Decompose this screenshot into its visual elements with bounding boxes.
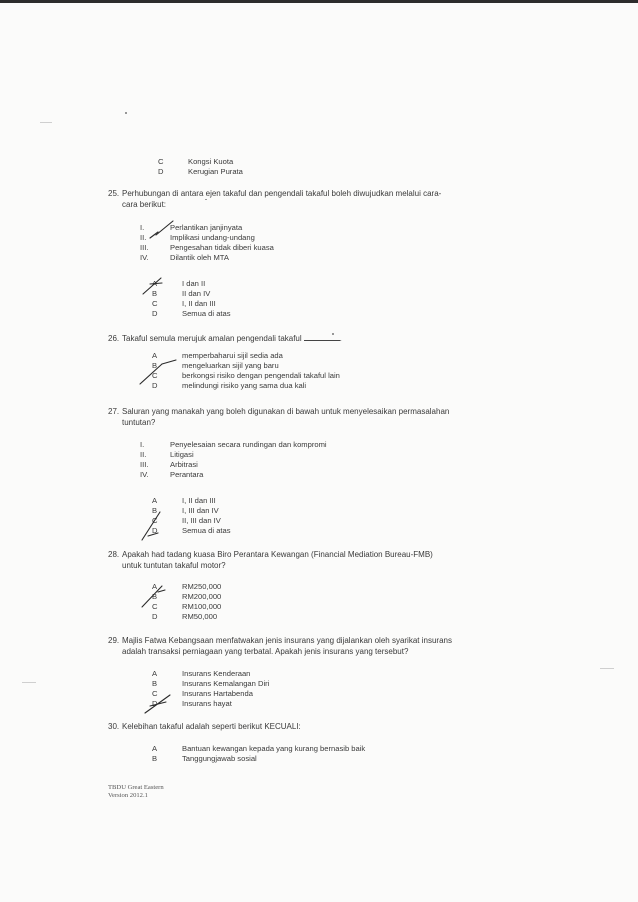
- pen-tick-mark: [148, 533, 158, 536]
- option-text: Insurans Kemalangan Diri: [182, 679, 270, 688]
- option-letter: D: [152, 526, 158, 535]
- option-text: RM200,000: [182, 592, 222, 601]
- pen-tick-mark: [162, 360, 176, 364]
- option-text: melindungi risiko yang sama dua kali: [182, 381, 307, 390]
- statement-text: Litigasi: [170, 450, 194, 459]
- roman-numeral: IV.: [140, 470, 149, 479]
- option-letter: D: [152, 699, 158, 708]
- option-text: Semua di atas: [182, 309, 231, 318]
- pen-tick-mark: [142, 512, 160, 540]
- pen-tick-mark: [140, 364, 162, 384]
- option-letter: A: [152, 582, 158, 591]
- option-text: I, II dan III: [182, 299, 216, 308]
- option-text: mengeluarkan sijil yang baru: [182, 361, 279, 370]
- pen-tick-mark: [142, 586, 162, 607]
- question-stem: cara berikut:: [122, 200, 167, 209]
- roman-numeral: II.: [140, 450, 147, 459]
- option-text: Kongsi Kuota: [188, 157, 234, 166]
- option-text: II dan IV: [182, 289, 211, 298]
- question-26: 26. Takaful semula merujuk amalan pengendali takaful .: [108, 334, 342, 343]
- roman-numeral: IV.: [140, 253, 149, 262]
- roman-numeral: I.: [140, 223, 145, 232]
- option-letter: C: [152, 516, 158, 525]
- pen-tick-mark: [158, 590, 165, 592]
- option-letter: C: [158, 157, 164, 166]
- roman-numeral: III.: [140, 243, 149, 252]
- pen-tick-mark: [150, 702, 166, 706]
- pen-tick-mark: [143, 278, 161, 294]
- option-text: I dan II: [182, 279, 206, 288]
- option-letter: A: [152, 669, 158, 678]
- statement-text: Perantara: [170, 470, 204, 479]
- statement-text: Pengesahan tidak diberi kuasa: [170, 243, 274, 252]
- option-letter: B: [152, 506, 158, 515]
- roman-numeral: I.: [140, 440, 145, 449]
- option-letter: A: [152, 279, 158, 288]
- question-stem: tuntutan?: [122, 418, 156, 427]
- option-text: berkongsi risiko dengan pengendali takaful lain: [182, 371, 340, 380]
- statement-text: Implikasi undang-undang: [170, 233, 255, 242]
- option-letter: B: [152, 361, 158, 370]
- question-stem: Saluran yang manakah yang boleh digunakan di bawah untuk menyelesaikan permasalahan: [122, 407, 450, 416]
- question-number: 26.: [108, 334, 120, 343]
- question-number: 30.: [108, 722, 120, 731]
- question-stem: Perhubungan di antara ejen takaful dan pengendali takaful boleh diwujudkan melalui cara-: [122, 189, 442, 198]
- question-stem: Takaful semula merujuk amalan pengendali takaful: [122, 334, 302, 343]
- question-stem: Apakah had tadang kuasa Biro Perantara Kewangan (Financial Mediation Bureau-FMB): [122, 550, 433, 559]
- question-number: 25.: [108, 189, 120, 198]
- option-letter: C: [152, 299, 158, 308]
- option-text: Insurans Kenderaan: [182, 669, 251, 678]
- option-text: Tanggungjawab sosial: [182, 754, 257, 763]
- option-letter: A: [152, 496, 158, 505]
- option-letter: B: [152, 754, 158, 763]
- statement-text: Perlantikan janjinyata: [170, 223, 243, 232]
- option-text: Semua di atas: [182, 526, 231, 535]
- option-letter: B: [152, 592, 158, 601]
- option-text: RM250,000: [182, 582, 222, 591]
- statement-text: Penyelesaian secara rundingan dan kompromi: [170, 440, 327, 449]
- option-text: memperbaharui sijil sedia ada: [182, 351, 283, 360]
- question-number: 28.: [108, 550, 120, 559]
- option-letter: B: [152, 289, 158, 298]
- question-number: 29.: [108, 636, 120, 645]
- footer-version: Version 2012.1: [108, 792, 148, 799]
- option-letter: C: [152, 602, 158, 611]
- option-text: Bantuan kewangan kepada yang kurang bernasib baik: [182, 744, 366, 753]
- option-text: Insurans Hartabenda: [182, 689, 253, 698]
- option-letter: C: [152, 371, 158, 380]
- option-letter: D: [152, 309, 158, 318]
- option-text: I, II dan III: [182, 496, 216, 505]
- option-letter: A: [152, 351, 158, 360]
- option-letter: D: [152, 381, 158, 390]
- statement-text: Dilantik oleh MTA: [170, 253, 229, 262]
- option-text: Kerugian Purata: [188, 167, 243, 176]
- option-letter: A: [152, 744, 158, 753]
- question-stem: untuk tuntutan takaful motor?: [122, 561, 226, 570]
- option-text: II, III dan IV: [182, 516, 221, 525]
- option-text: Insurans hayat: [182, 699, 232, 708]
- question-stem: Kelebihan takaful adalah seperti berikut KECUALI:: [122, 722, 301, 731]
- footer-publisher: TBDU Great Eastern: [108, 784, 164, 791]
- question-number: 27.: [108, 407, 120, 416]
- roman-numeral: II.: [140, 233, 147, 242]
- statement-text: Arbitrasi: [170, 460, 198, 469]
- option-letter: B: [152, 679, 158, 688]
- roman-numeral: III.: [140, 460, 149, 469]
- pen-tick-mark: [150, 283, 162, 284]
- question-stem: Majlis Fatwa Kebangsaan menfatwakan jenis insurans yang dijalankan oleh syarikat insurans: [122, 636, 452, 645]
- option-letter: D: [158, 167, 164, 176]
- question-stem: adalah transaksi perniagaan yang terbatal. Apakah jenis insurans yang tersebut?: [122, 647, 409, 656]
- option-text: I, III dan IV: [182, 506, 219, 515]
- pen-tick-mark: [156, 221, 173, 235]
- option-letter: D: [152, 612, 158, 621]
- option-text: RM100,000: [182, 602, 222, 611]
- option-letter: C: [152, 689, 158, 698]
- option-text: RM50,000: [182, 612, 218, 621]
